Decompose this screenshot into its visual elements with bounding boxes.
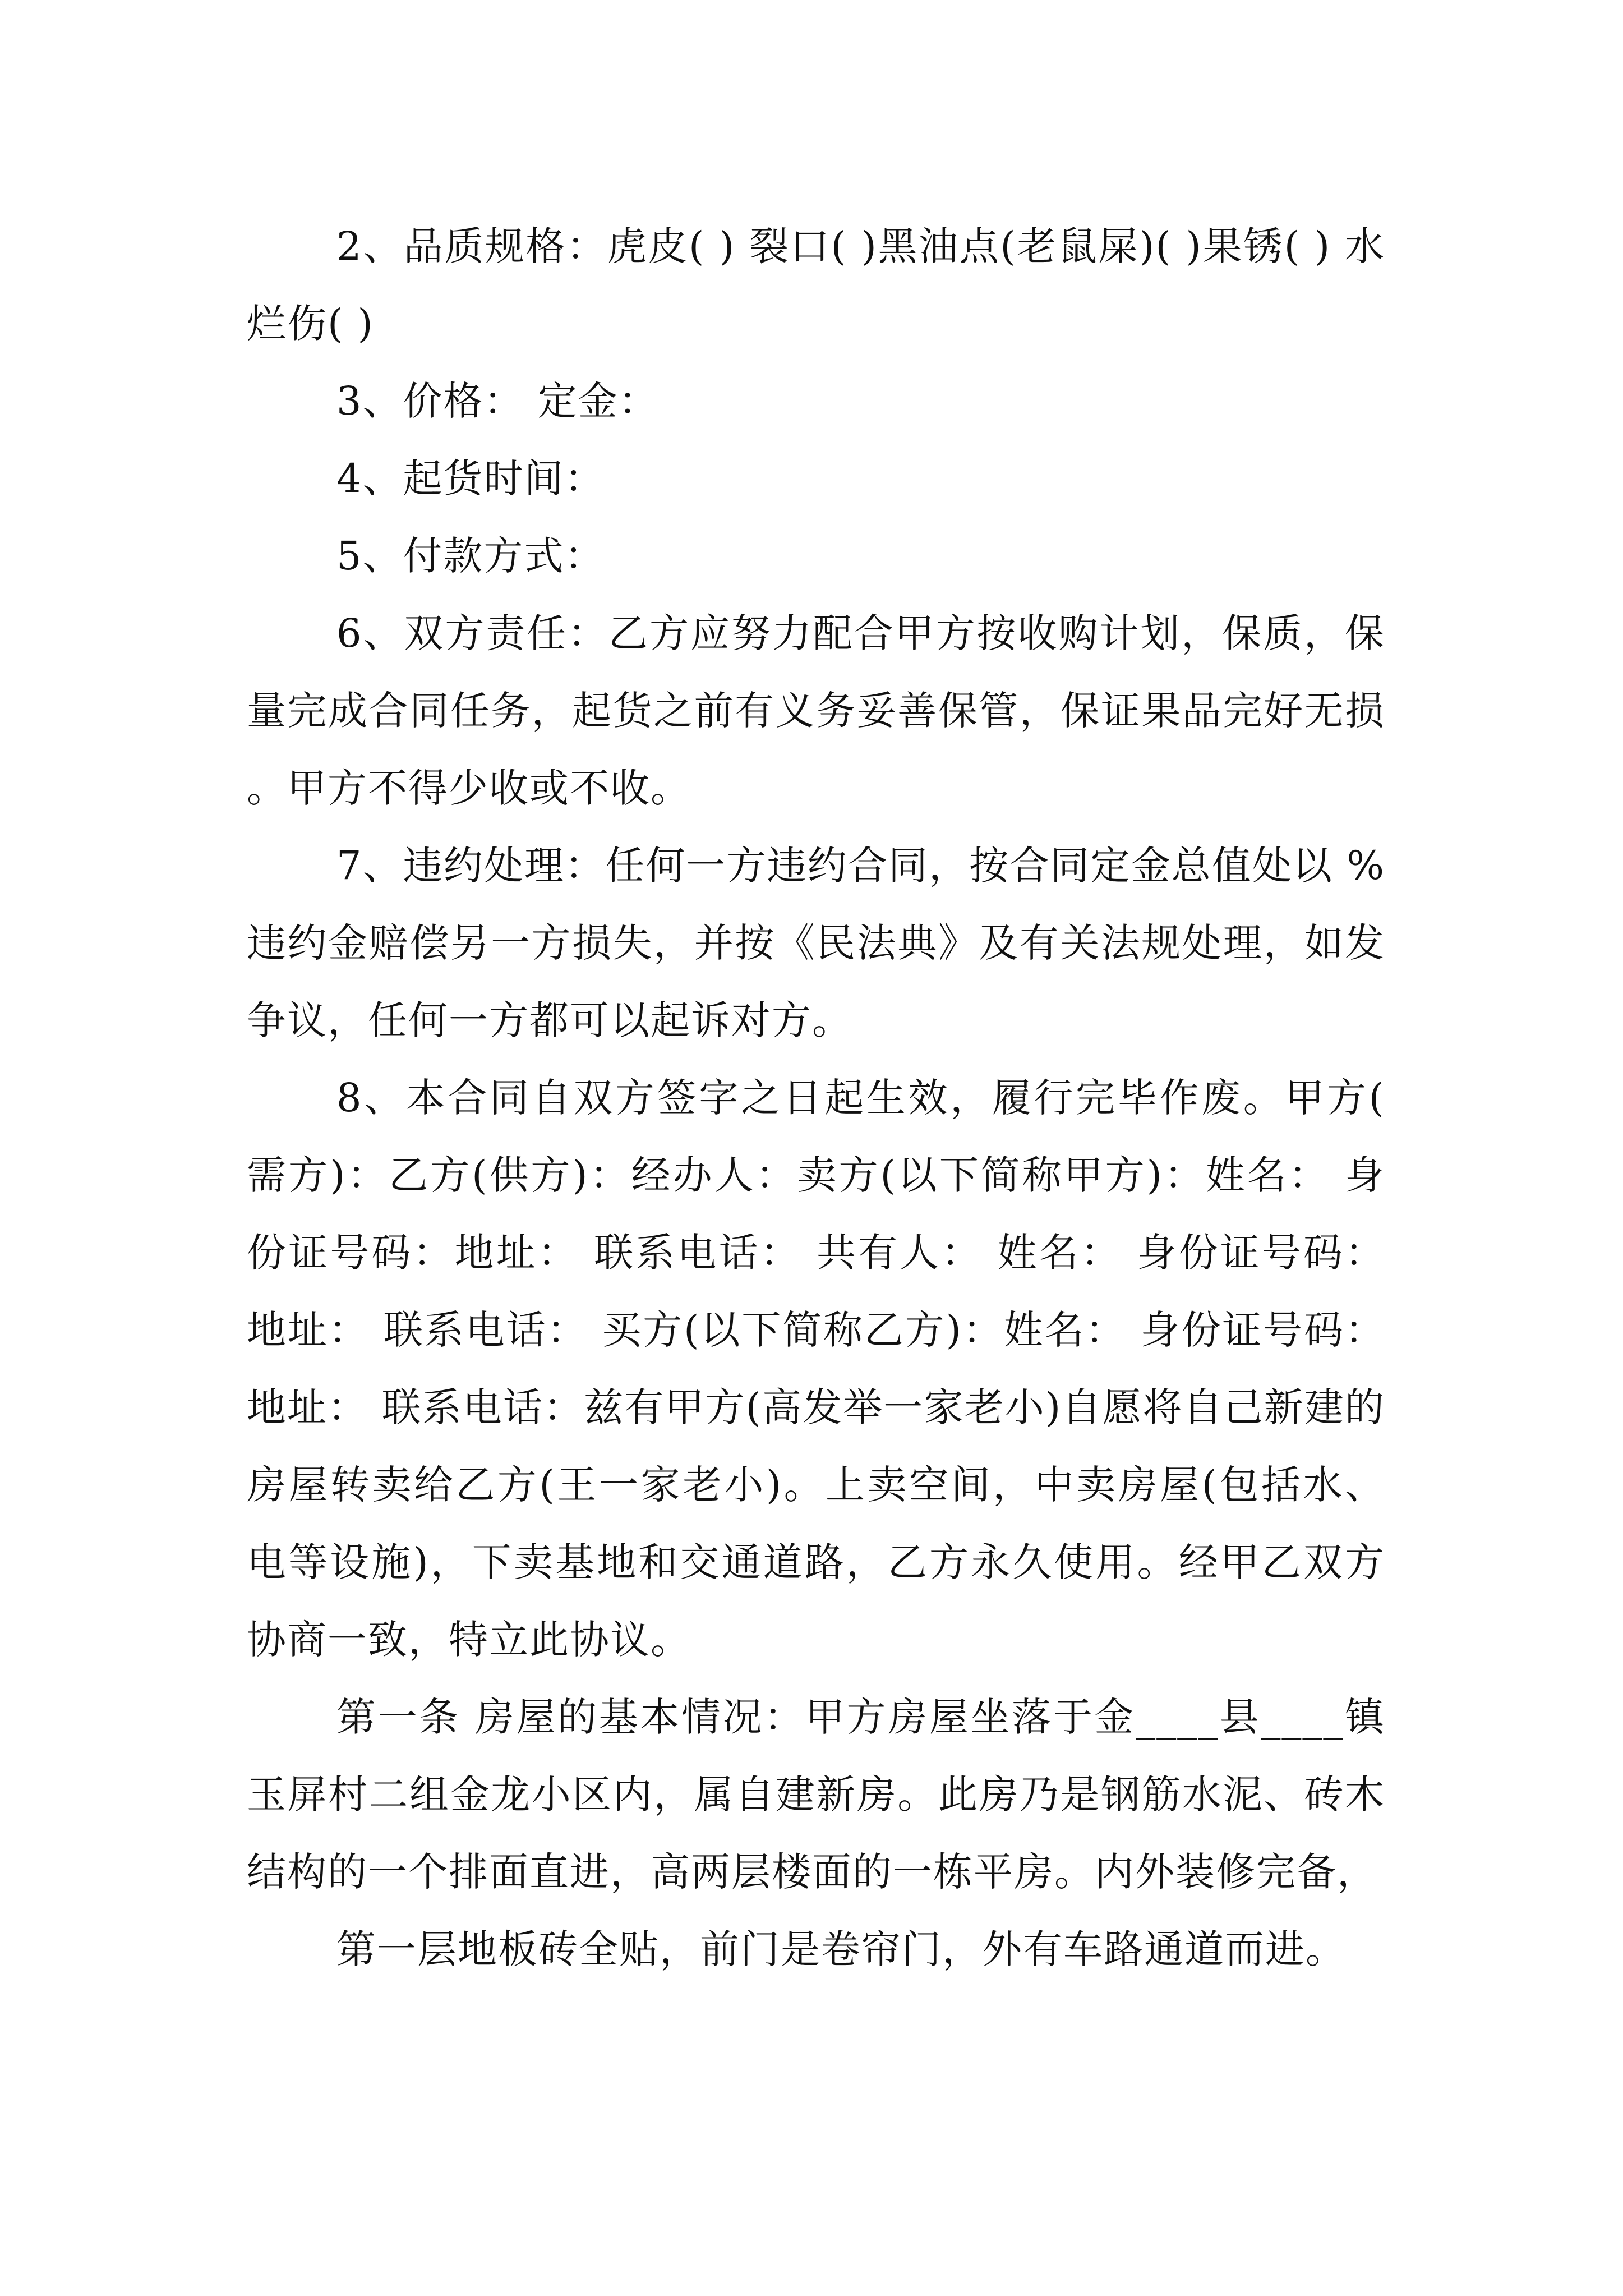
clause-quality-spec: 2、品质规格：虎皮( ) 裂口( )黑油点(老鼠屎)( )果锈( ) 水烂伤( ) — [247, 223, 1385, 347]
document-body — [247, 208, 1385, 1988]
first-floor-description: 第一层地板砖全贴，前门是卷帘门，外有车路通道而进。 — [336, 1926, 1346, 1972]
clause-effective-parties: 8、本合同自双方签字之日起生效，履行完毕作废。甲方(需方)：乙方(供方)：经办人：卖方(以下简称甲方)：姓名： 身份证号码：地址： 联系电话： 共有人： 姓名： 身份证号码：地址： 联系电话： 买方(以下简称乙方)：姓名： 身份证号码：地址： 联系电话：兹有甲方(高发举一家老小)自愿将自己新建的房屋转卖给乙方(王一家老小)。上卖空间，中卖房屋(包括水、电等设施)，下卖基地和交通道路，乙方永久使用。经甲乙双方协商一致，特立此协议。 — [247, 1075, 1385, 1663]
clause-breach: 7、违约处理：任何一方违约合同，按合同定金总值处以 %违约金赔偿另一方损失，并按《民法典》及有关法规处理，如发争议，任何一方都可以起诉对方。 — [247, 843, 1385, 1043]
clause-payment-method: 5、付款方式： — [336, 533, 605, 579]
clause-responsibilities: 6、双方责任：乙方应努力配合甲方按收购计划，保质，保量完成合同任务，起货之前有义务妥善保管，保证果品完好无损。甲方不得少收或不收。 — [247, 610, 1385, 811]
clause-price: 3、价格： 定金： — [336, 378, 659, 424]
clause-delivery-time: 4、起货时间： — [336, 455, 605, 501]
article-one-house-info: 第一条 房屋的基本情况：甲方房屋坐落于金____县____镇玉屏村二组金龙小区内，属自建新房。此房乃是钢筋水泥、砖木结构的一个排面直进，高两层楼面的一栋平房。内外装修完备， — [247, 1694, 1385, 1895]
